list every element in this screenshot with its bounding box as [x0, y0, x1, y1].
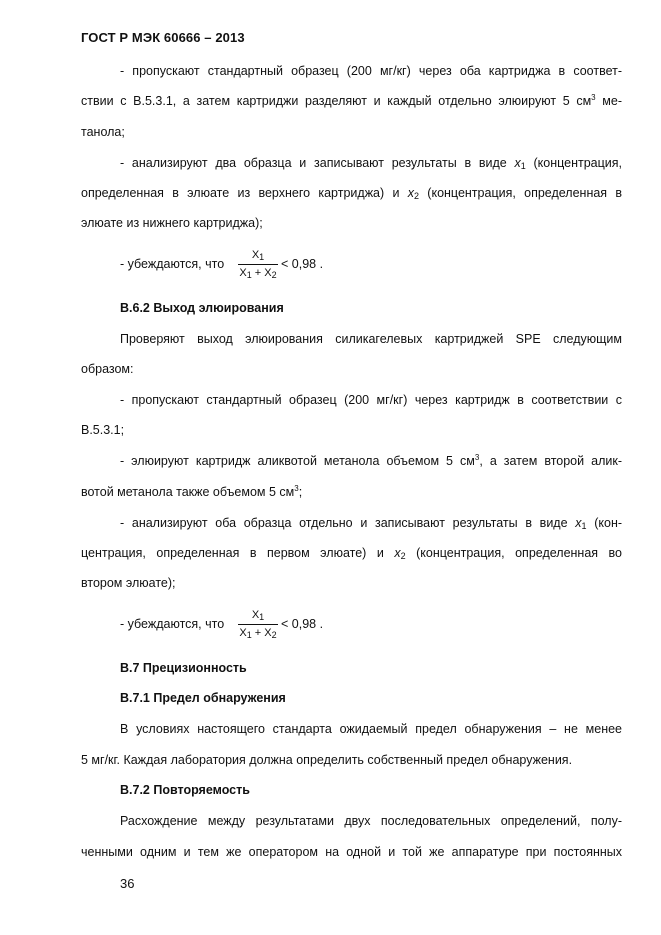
section-heading: В.7 Прецизионность	[120, 661, 247, 675]
text-line: 5 мг/кг. Каждая лаборатория должна определить собственный предел обнаружения.	[81, 753, 573, 767]
text-line: образом:	[81, 362, 134, 376]
fraction: $X_1$ $X_1 + X_2$	[239, 609, 277, 640]
text-line: элюате из нижнего картриджа);	[81, 216, 263, 230]
section-heading: В.6.2 Выход элюирования	[120, 301, 284, 315]
text-line: ченными одним и тем же оператором на одной и той же аппаратуре при постоянных	[81, 845, 622, 859]
text-line: ствии с В.5.3.1, а затем картриджи разделяют и каждый отдельно элюируют 5 $см^3$ ме-	[81, 93, 622, 108]
text-line: В условиях настоящего стандарта ожидаемый предел обнаружения – не менее	[120, 722, 622, 736]
text-line: - элюируют картридж аликвотой метанола объемом 5 $см^3$, а затем второй алик-	[120, 453, 622, 468]
subsection-heading: В.7.1 Предел обнаружения	[120, 691, 286, 705]
text-line: центрация, определенная в первом элюате) и $x_2$ (концентрация, определенная во	[81, 546, 623, 561]
text-line: - пропускают стандартный образец (200 мг/кг) через оба картриджа в соответ-	[120, 64, 622, 78]
text-line: втором элюате);	[81, 576, 176, 590]
text-line: - анализируют оба образца отдельно и записывают результаты в виде $x_1$ (кон-	[120, 516, 623, 531]
standard-header: ГОСТ Р МЭК 60666 – 2013	[81, 30, 245, 45]
document-page: ГОСТ Р МЭК 60666 – 2013 - пропускают стандартный образец (200 мг/кг) через оба картриджа в соответ- ствии с В.5.3.1, а затем картриджи разделяют и каждый отдельно элюируют 5 $см^3$ ме- танола; - анализируют два образца и записывают результаты в виде $x_1$ (концентрация, определенная в элюате из верхнего картриджа) и $x_2$ (концентрация, определенная в элюате из нижнего картриджа); - убеждаются, что $X_1$ $X_1 + X_2$ < 0,98 . В.6.2 Выход элюирования Проверяют выход элюирования силикагелевых картриджей SPE следующим образом: - пропускают стандартный образец (200 мг/кг) через картридж в соответствии с В.5.3.1; - элюируют картридж аликвотой метанола объемом 5 $см^3$, а затем второй алик- вотой метанола также объемом 5 $см^3$; - анализируют оба образца отдельно и записывают результаты в виде $x_1$ (кон- центрация, определенная в первом элюате) и $x_2$ (концентрация, определенная во втором элюате); - убеждаются, что $X_1$ $X_1 + X_2$ < 0,98 . В.7 Прецизионность В.7.1 Предел обнаружения В условиях настоящего стандарта ожидаемый предел обнаружения – не менее 5 мг/кг. Каждая лаборатория должна определить собственный предел обнаружения. В.7.2 Повторяемость Расхождение между результатами двух последовательных определений, полу- ченными одним и тем же оператором на одной и той же аппаратуре при постоянных 36	[81, 30, 623, 891]
page-number: 36	[120, 876, 135, 891]
text-line: Проверяют выход элюирования силикагелевых картриджей SPE следующим	[120, 332, 622, 346]
text-line: вотой метанола также объемом 5 $см^3$;	[81, 484, 303, 499]
text-line: - анализируют два образца и записывают результаты в виде $x_1$ (концентрация,	[120, 156, 622, 171]
text-line: Расхождение между результатами двух последовательных определений, полу-	[120, 814, 622, 828]
fraction: $X_1$ $X_1 + X_2$	[239, 249, 277, 280]
text-line: танола;	[81, 125, 125, 139]
text-line: определенная в элюате из верхнего картриджа) и $x_2$ (концентрация, определенная в	[81, 186, 623, 201]
text-line: В.5.3.1;	[81, 423, 125, 437]
text-line: - пропускают стандартный образец (200 мг/кг) через картридж в соответствии с	[120, 393, 622, 407]
subsection-heading: В.7.2 Повторяемость	[120, 783, 250, 797]
